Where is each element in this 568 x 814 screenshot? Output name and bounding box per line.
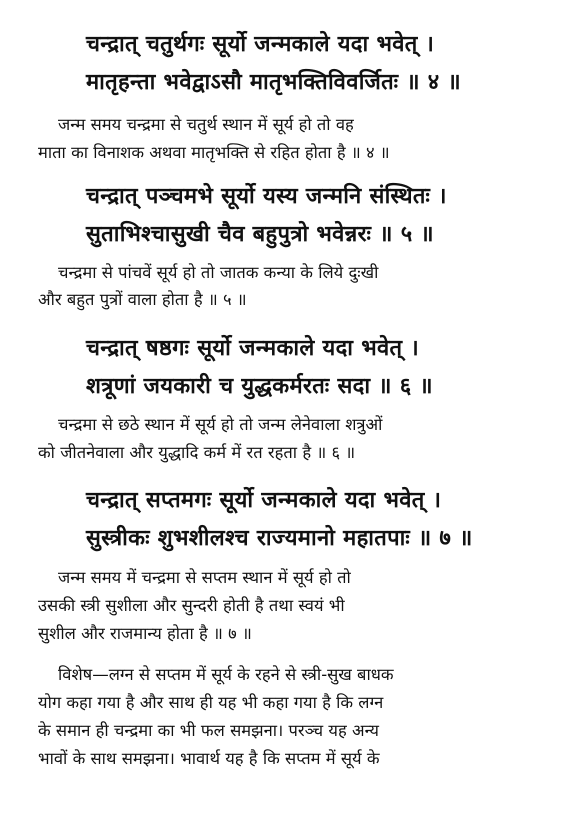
- verse-5-line-1: चन्द्रात् पञ्चमभे सूर्यो यस्य जन्मनि संस्थितः ।: [86, 184, 447, 209]
- verse-5-line-2: सुताभिश्चासुखी चैव बहुपुत्रो भवेन्नरः ॥ ५ ॥: [86, 222, 434, 247]
- commentary-6-line-2: को जीतनेवाला और युद्धादि कर्म में रत रहता है ॥ ६ ॥: [38, 443, 356, 462]
- commentary-4-line-2: माता का विनाशक अथवा मातृभक्ति से रहित होता है ॥ ४ ॥: [38, 143, 390, 162]
- commentary-5-line-1: चन्द्रमा से पांचवें सूर्य हो तो जातक कन्या के लिये दुःखी: [58, 263, 379, 282]
- note-line-1: विशेष—लग्न से सप्तम में सूर्य के रहने से स्त्री-सुख बाधक: [58, 665, 394, 684]
- note-line-2: योग कहा गया है और साथ ही यह भी कहा गया है कि लग्न: [38, 693, 384, 712]
- verse-4-line-1: चन्द्रात् चतुर्थगः सूर्यो जन्मकाले यदा भवेत् ।: [86, 32, 435, 57]
- commentary-7-line-2: उसकी स्त्री सुशीला और सुन्दरी होती है तथा स्वयं भी: [38, 596, 345, 615]
- commentary-5-line-2: और बहुत पुत्रों वाला होता है ॥ ५ ॥: [38, 290, 247, 309]
- note-line-3: के समान ही चन्द्रमा का भी फल समझना। परञ्च यह अन्य: [38, 721, 380, 740]
- verse-7-line-2: सुस्त्रीकः शुभशीलश्च राज्यमानो महातपाः ॥ ७ ॥: [86, 526, 473, 551]
- commentary-7-line-3: सुशील और राजमान्य होता है ॥ ७ ॥: [38, 624, 252, 643]
- verse-4-line-2: मातृहन्ता भवेद्वाऽसौ मातृभक्तिविवर्जितः ॥ ४ ॥: [86, 70, 461, 95]
- verse-6-line-2: शत्रूणां जयकारी च युद्धकर्मरतः सदा ॥ ६ ॥: [86, 374, 433, 399]
- commentary-6-line-1: चन्द्रमा से छठे स्थान में सूर्य हो तो जन्म लेनेवाला शत्रुओं: [58, 415, 383, 434]
- commentary-4-line-1: जन्म समय चन्द्रमा से चतुर्थ स्थान में सूर्य हो तो वह: [58, 115, 354, 134]
- verse-6-line-1: चन्द्रात् षष्ठगः सूर्यो जन्मकाले यदा भवेत् ।: [86, 336, 419, 361]
- commentary-7-line-1: जन्म समय में चन्द्रमा से सप्तम स्थान में सूर्य हो तो: [58, 568, 351, 587]
- verse-7-line-1: चन्द्रात् सप्तमगः सूर्यो जन्मकाले यदा भवेत् ।: [86, 488, 442, 513]
- note-line-4: भावों के साथ समझना। भावार्थ यह है कि सप्तम में सूर्य के: [38, 749, 380, 768]
